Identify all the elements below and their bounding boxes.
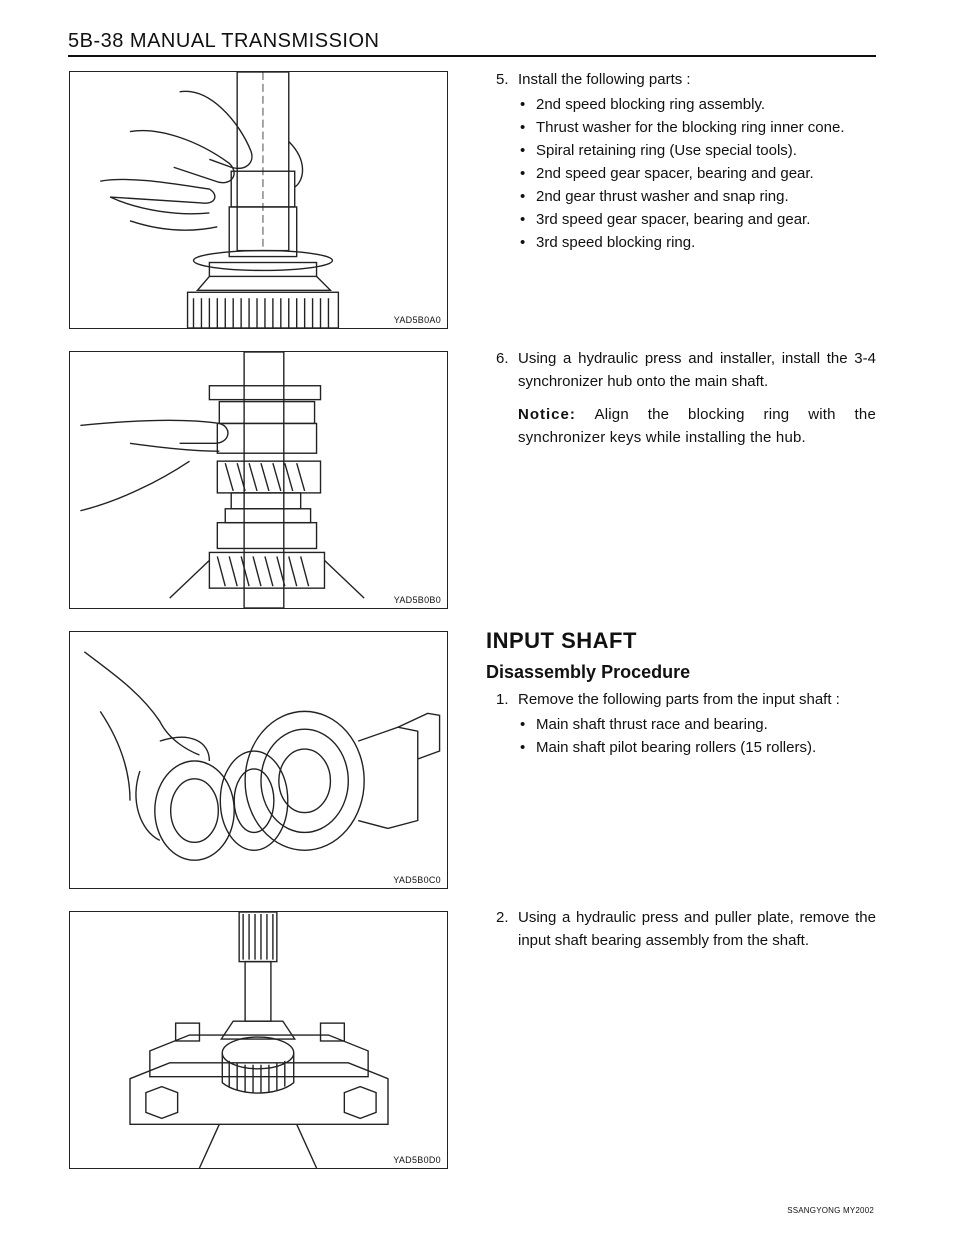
bullet-icon: •	[520, 119, 526, 136]
step-2	[496, 906, 876, 952]
step-5	[496, 68, 876, 254]
notice-label: Notice:	[518, 406, 576, 423]
figure-code-label: YAD5B0C0	[393, 875, 441, 885]
header-rule	[68, 55, 876, 57]
list-item: • 2nd speed gear spacer, bearing and gear.	[518, 162, 876, 185]
list-item: • Main shaft pilot bearing rollers (15 rollers).	[518, 736, 876, 759]
notice-text: Align the blocking ring with the synchronizer keys while installing the hub.	[518, 406, 876, 446]
input-shaft-illustration	[70, 632, 447, 888]
bullet-icon: •	[520, 234, 526, 251]
figure-synchronizer-hub	[69, 351, 448, 609]
figure-main-shaft-gears	[69, 71, 448, 329]
bullet-icon: •	[520, 716, 526, 733]
list-item: • Spiral retaining ring (Use special tools).	[518, 139, 876, 162]
step-text: Using a hydraulic press and installer, install the 3-4 synchronizer hub onto the main shaft.	[518, 350, 876, 390]
list-item: • 2nd speed blocking ring assembly.	[518, 93, 876, 116]
page-footer: SSANGYONG MY2002	[787, 1206, 874, 1215]
figure-code-label: YAD5B0A0	[393, 315, 441, 325]
bullet-list	[496, 713, 876, 759]
puller-plate-illustration	[70, 912, 447, 1168]
step-text: Remove the following parts from the input shaft :	[518, 691, 840, 708]
bullet-icon: •	[520, 142, 526, 159]
step-text: Install the following parts :	[518, 71, 691, 88]
main-shaft-gears-illustration	[70, 72, 447, 328]
step-number: 2.	[496, 909, 509, 926]
step-6	[496, 347, 876, 449]
list-item: • 3rd speed gear spacer, bearing and gear.	[518, 208, 876, 231]
bullet-icon: •	[520, 739, 526, 756]
list-item: • 2nd gear thrust washer and snap ring.	[518, 185, 876, 208]
step-1	[496, 688, 876, 759]
page-header-title: 5B-38 MANUAL TRANSMISSION	[68, 30, 380, 52]
list-item: • Main shaft thrust race and bearing.	[518, 713, 876, 736]
bullet-icon: •	[520, 188, 526, 205]
step-text: Using a hydraulic press and puller plate, remove the input shaft bearing assembly from the shaft.	[518, 909, 876, 949]
figure-input-shaft	[69, 631, 448, 889]
notice-paragraph	[496, 403, 876, 449]
bullet-icon: •	[520, 165, 526, 182]
list-item: • Thrust washer for the blocking ring inner cone.	[518, 116, 876, 139]
section-title: INPUT SHAFT	[486, 628, 637, 653]
list-item: • 3rd speed blocking ring.	[518, 231, 876, 254]
figure-code-label: YAD5B0B0	[393, 595, 441, 605]
step-number: 1.	[496, 691, 509, 708]
figure-code-label: YAD5B0D0	[393, 1155, 441, 1165]
section-subtitle: Disassembly Procedure	[486, 662, 691, 682]
step-number: 6.	[496, 350, 509, 367]
figure-puller-plate	[69, 911, 448, 1169]
synchronizer-hub-illustration	[70, 352, 447, 608]
step-number: 5.	[496, 71, 509, 88]
bullet-list	[496, 93, 876, 254]
bullet-icon: •	[520, 96, 526, 113]
bullet-icon: •	[520, 211, 526, 228]
